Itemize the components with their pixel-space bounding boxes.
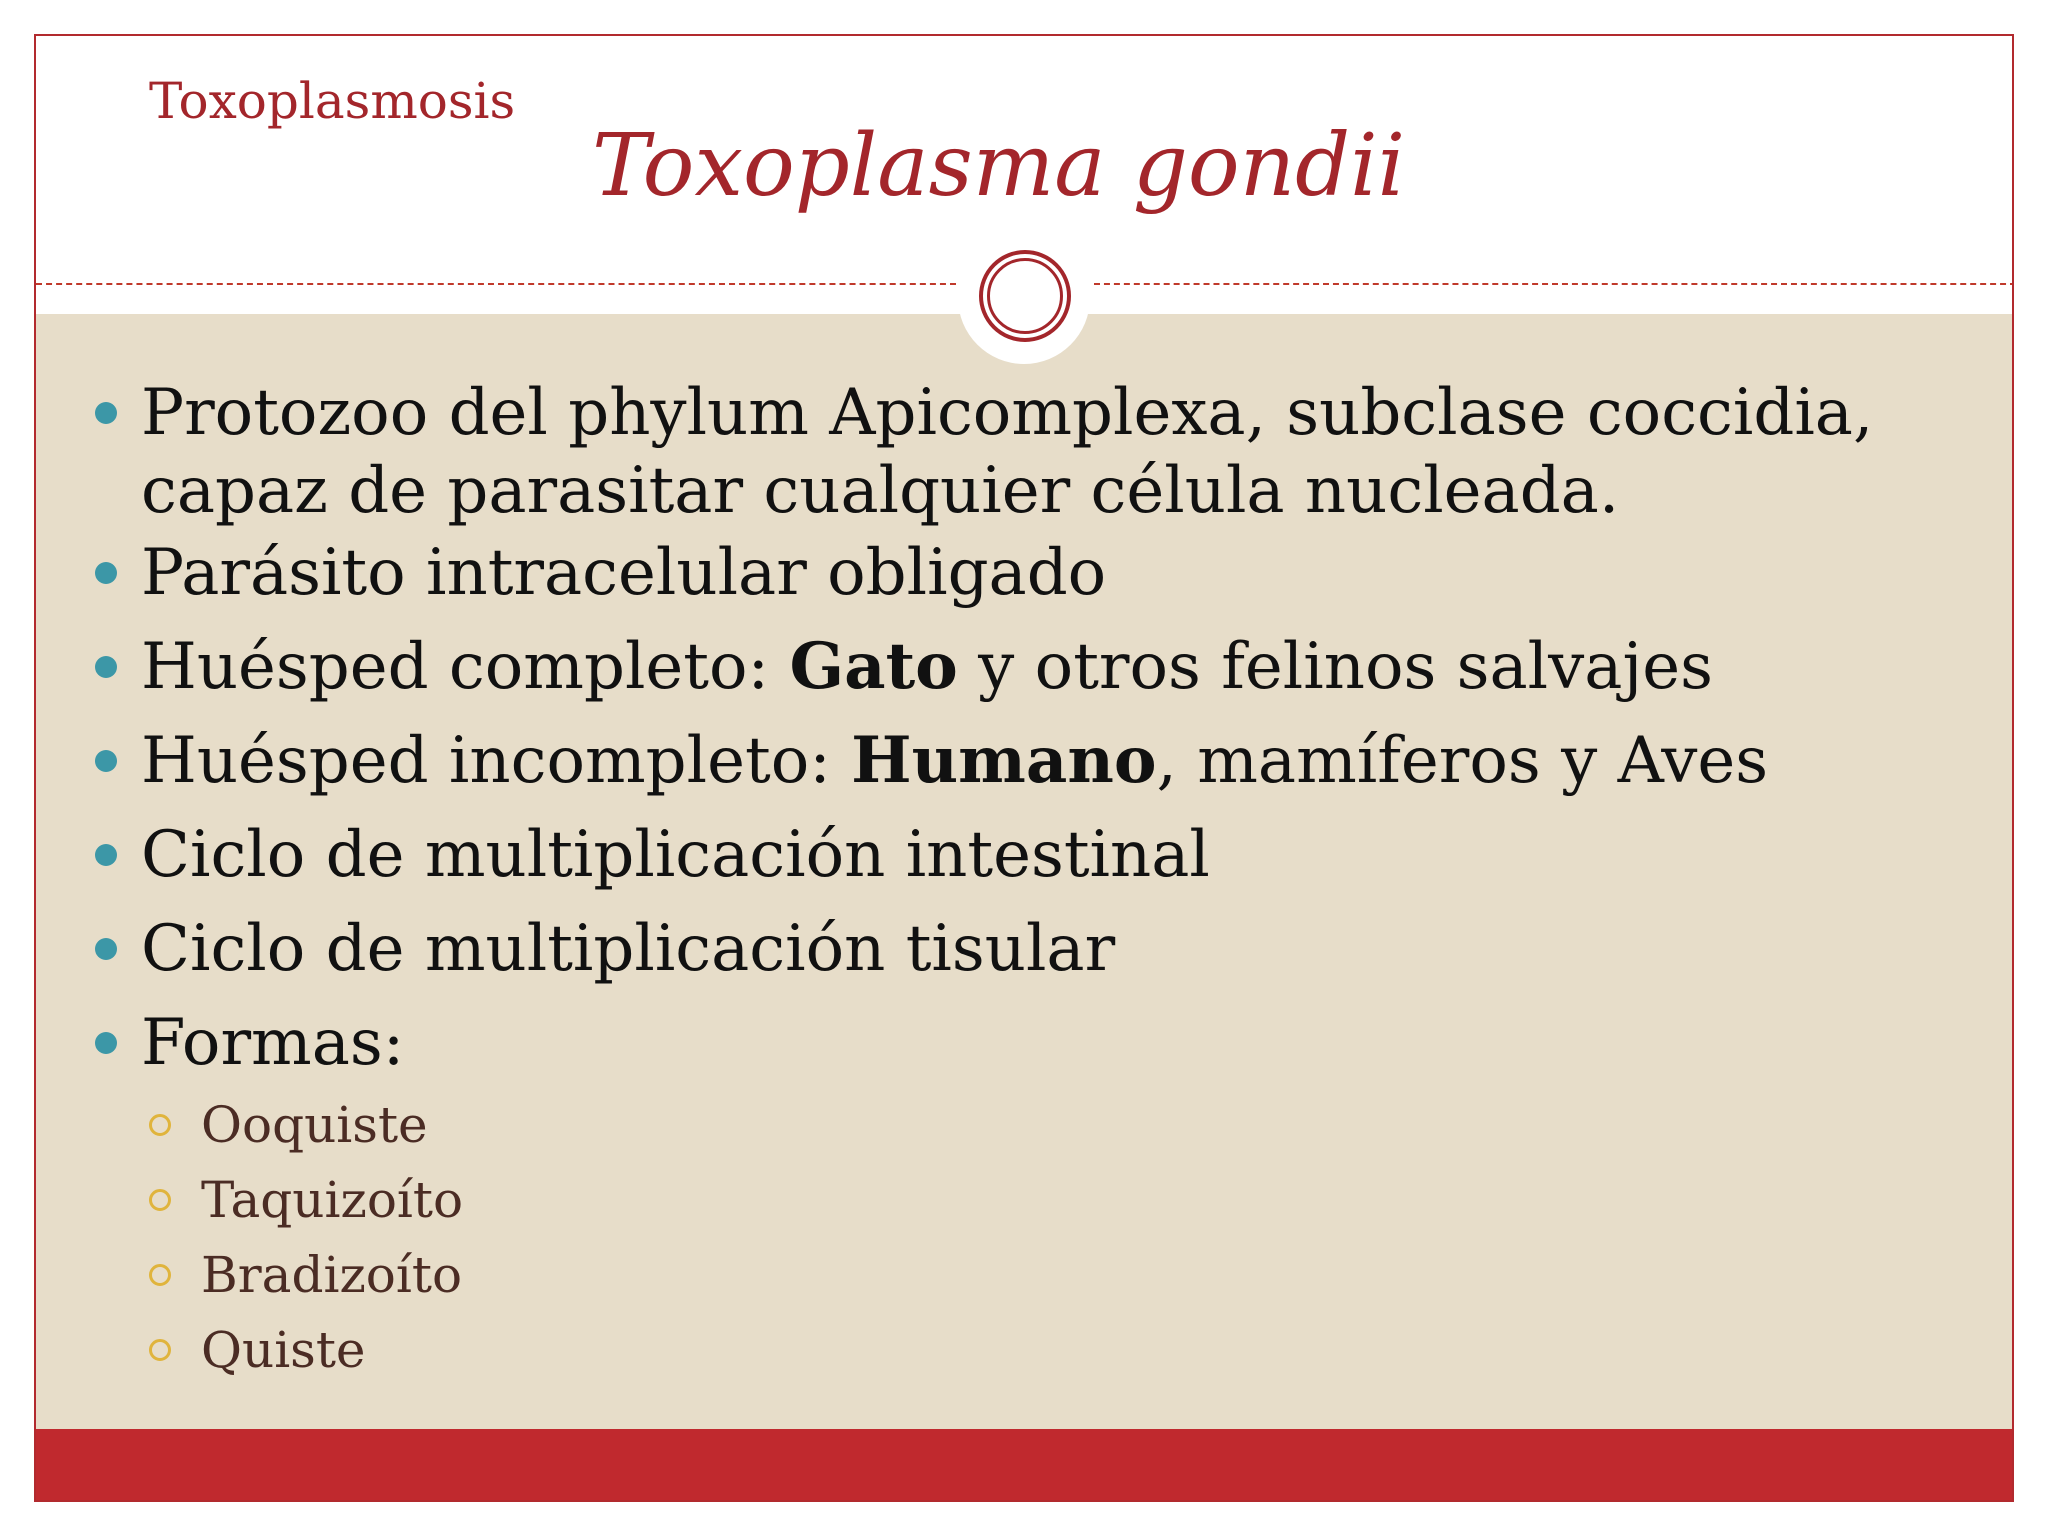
- sub-bullet-text: Bradizoíto: [201, 1246, 463, 1304]
- sub-bullet-item: [201, 1094, 428, 1156]
- bullet-item: [141, 1004, 1921, 1082]
- sub-bullet-text: Taquizoíto: [201, 1171, 464, 1229]
- bullet-item: [141, 816, 1921, 894]
- medallion-inner-circle-icon: [987, 258, 1063, 334]
- bullet-bold-text: Humano: [851, 723, 1157, 798]
- bullet-text: Protozoo del phylum Apicomplexa, subclase coccidia,: [141, 376, 1874, 450]
- bullet-text: Ciclo de multiplicación tisular: [141, 912, 1116, 986]
- sub-bullet-item: [201, 1244, 462, 1306]
- bullet-text: Huésped incompleto:: [141, 724, 852, 798]
- bullet-text: Parásito intracelular obligado: [141, 536, 1107, 610]
- footer-bar: [36, 1429, 2012, 1502]
- slide-subtitle: Toxoplasmosis: [149, 72, 516, 130]
- ring-bullet-icon: [149, 1264, 171, 1286]
- ring-bullet-icon: [149, 1339, 171, 1361]
- slide-title: Toxoplasma gondii: [592, 116, 1406, 216]
- header-divider-right: [1094, 283, 2014, 285]
- bullet-item: [141, 910, 1921, 988]
- bullet-text: Formas:: [141, 1006, 405, 1080]
- bullet-item: [141, 534, 1921, 612]
- bullet-text: y otros felinos salvajes: [957, 630, 1713, 704]
- bullet-text: capaz de parasitar cualquier célula nucleada.: [141, 454, 1620, 528]
- header-divider-left: [36, 283, 956, 285]
- bullet-text: , mamíferos y Aves: [1156, 724, 1769, 798]
- bullet-dot-icon: [95, 938, 117, 960]
- sub-bullet-item: [201, 1319, 366, 1381]
- bullet-dot-icon: [95, 1032, 117, 1054]
- bullet-dot-icon: [95, 402, 117, 424]
- ring-bullet-icon: [149, 1189, 171, 1211]
- sub-bullet-item: [201, 1169, 463, 1231]
- bullet-dot-icon: [95, 562, 117, 584]
- content-area: [36, 314, 2012, 1429]
- bullet-text: Ciclo de multiplicación intestinal: [141, 818, 1210, 892]
- bullet-item: [141, 374, 1921, 530]
- bullet-bold-text: Gato: [789, 629, 958, 704]
- bullet-dot-icon: [95, 844, 117, 866]
- bullet-item: [141, 628, 1921, 706]
- bullet-item: [141, 722, 1921, 800]
- bullet-dot-icon: [95, 750, 117, 772]
- sub-bullet-text: Ooquiste: [201, 1096, 428, 1154]
- bullet-text: Huésped completo:: [141, 630, 790, 704]
- sub-bullet-text: Quiste: [201, 1321, 366, 1379]
- slide: [34, 34, 2014, 1502]
- ring-bullet-icon: [149, 1114, 171, 1136]
- bullet-dot-icon: [95, 656, 117, 678]
